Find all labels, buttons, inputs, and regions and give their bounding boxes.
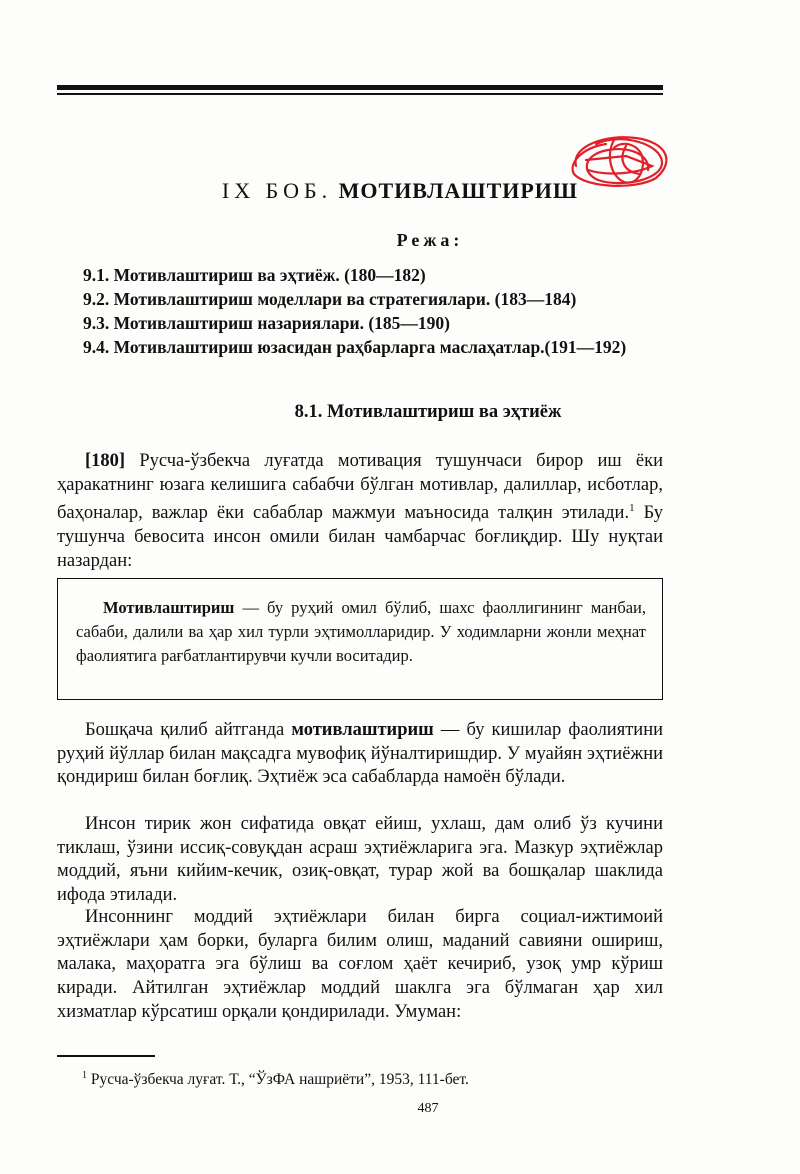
definition-box xyxy=(57,578,663,700)
paragraph-1 xyxy=(57,450,663,574)
toc-item: 9.1. Мотивлаштириш ва эҳтиёж. (180—182) xyxy=(83,265,426,285)
toc-item: 9.3. Мотивлаштириш назариялари. (185—190) xyxy=(83,313,451,333)
paragraph-text: — бу кишилар фаолиятини руҳий йўллар билан мақсадга мувофиқ йўналтиришдир. У муайян эҳтиёжни қондириш билан боғлиқ. Эҳтиёж эса сабабларда намоён бўлади. xyxy=(57,720,664,788)
top-rule-thick xyxy=(57,85,663,90)
footnote xyxy=(82,1070,469,1089)
table-of-contents xyxy=(57,263,663,359)
paragraph-text: Инсон тирик жон сифатида овқат ейиш, ухлаш, дам олиб ўз кучини тиклаш, ўзини иссиқ-совуқдан асраш эҳтиёжларига эга. Мазкур эҳтиёжлар моддий, яъни кийим-кечик, озиқ-овқат, турар жой ва бошқалар шаклида ифода этилади. xyxy=(57,814,663,906)
definition-term: Мотивлаштириш xyxy=(103,598,235,617)
footnote-rule xyxy=(57,1055,155,1057)
footnote-ref: 1 xyxy=(629,502,635,515)
paragraph-text: Русча-ўзбекча луғатда мотивация тушунчаси бирор иш ёки ҳаракатнинг юзага келишига сабабчи бўлган мотивлар, далиллар, исботлар, баҳоналар, важлар ёки сабаблар мажмуи маъносида талқин этилади. xyxy=(57,451,663,524)
toc-item: 9.4. Мотивлаштириш юзасидан раҳбарларга маслаҳатлар.(191—192) xyxy=(83,337,627,357)
paragraph-4 xyxy=(57,906,663,1025)
paragraph-3 xyxy=(57,813,663,908)
plan-heading: Режа: xyxy=(396,230,464,250)
toc-item: 9.2. Мотивлаштириш моделлари ва стратегиялари. (183—184) xyxy=(83,289,577,309)
chapter-title xyxy=(0,178,800,204)
footnote-text: Русча-ўзбекча луғат. Т., “ЎзФА нашриёти”, 1953, 111-бет. xyxy=(87,1071,469,1089)
chapter-number: IX БОБ. xyxy=(221,178,333,203)
section-title: 8.1. Мотивлаштириш ва эҳтиёж xyxy=(294,402,562,422)
top-rule-thin xyxy=(57,93,663,95)
paragraph-ref: [180] xyxy=(85,451,126,471)
page-number: 487 xyxy=(417,1101,439,1116)
paragraph-2 xyxy=(57,719,663,790)
paragraph-text: Бошқача қилиб айтганда xyxy=(85,720,292,740)
paragraph-text: Инсоннинг моддий эҳтиёжлари билан бирга социал-ижтимоий эҳтиёжлари ҳам борки, буларга билим олиш, маданий савияни ошириш, малака, маҳоратга эга бўлиш ва соғлом ҳаёт кечириб, узоқ умр кўриш киради. Айтилган эҳтиёжлар моддий шаклга эга бўлмаган ҳар хил хизматлар кўрсатиш орқали қондирилади. Умуман: xyxy=(57,907,663,1022)
definition-text: — бу руҳий омил бўлиб, шахс фаоллигининг манбаи, сабаби, далили ва ҳар хил турли эҳтимолларидир. У ходимларни жонли меҳнат фаолиятига рағбатлантирувчи кучли воситадир. xyxy=(76,598,646,665)
chapter-name: МОТИВЛАШТИРИШ xyxy=(338,178,579,203)
paragraph-text: Бу тушунча бевосита инсон омили билан чамбарчас боғлиқдир. Шу нуқтаи назардан: xyxy=(57,503,663,571)
footnote-mark: 1 xyxy=(82,1070,87,1081)
paragraph-term: мотивлаштириш xyxy=(291,720,434,740)
